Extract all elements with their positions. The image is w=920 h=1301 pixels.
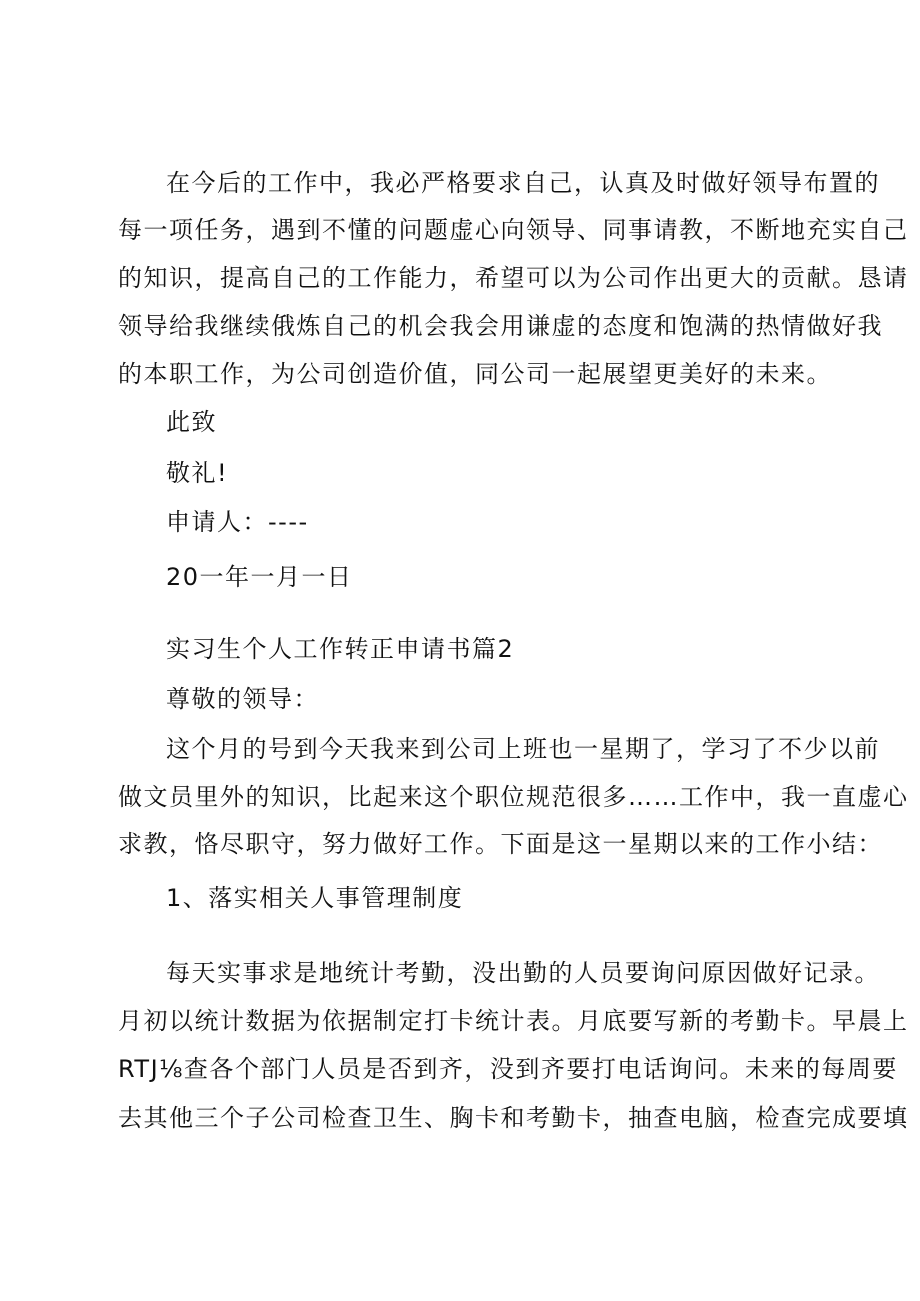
section-title: 实习生个人工作转正申请书篇2: [166, 635, 515, 663]
paragraph-3-line-2: 月初以统计数据为依据制定打卡统计表。月底要写新的考勤卡。早晨上: [118, 1007, 909, 1035]
paragraph-1-line-4: 领导给我继续俄炼自己的机会我会用谦虚的态度和饱满的热情做好我: [118, 312, 883, 340]
paragraph-1-line-2: 每一项任务，遇到不懂的问题虚心向领导、同事请教，不断地充实自己: [118, 216, 909, 244]
paragraph-3-line-1: 每天实事求是地统计考勤，没出勤的人员要询问原因做好记录。: [166, 959, 880, 987]
paragraph-1-line-5: 的本职工作，为公司创造价值，同公司一起展望更美好的未来。: [118, 360, 832, 388]
paragraph-3-line-3: RTJ⅛查各个部门人员是否到齐，没到齐要打电话询问。未来的每周要: [118, 1055, 898, 1083]
paragraph-1-line-3: 的知识，提高自己的工作能力，希望可以为公司作出更大的贡献。恳请: [118, 264, 909, 292]
paragraph-3-line-4: 去其他三个子公司检查卫生、胸卡和考勤卡，抽查电脑，检查完成要填: [118, 1104, 909, 1132]
paragraph-2-line-1: 这个月的号到今天我来到公司上班也一星期了，学习了不少以前: [166, 735, 880, 763]
salutation: 尊敬的领导：: [166, 685, 319, 713]
paragraph-2-line-3: 求教，恪尽职守，努力做好工作。下面是这一星期以来的工作小结：: [118, 830, 883, 858]
closing-jingli: 敬礼!: [166, 459, 229, 487]
paragraph-1-line-1: 在今后的工作中，我必严格要求自己，认真及时做好领导布置的: [166, 169, 880, 197]
paragraph-2-line-2: 做文员里外的知识，比起来这个职位规范很多……工作中，我一直虚心: [118, 783, 909, 811]
applicant-signature: 申请人：----: [166, 508, 309, 536]
item-heading-1: 1、落实相关人事管理制度: [166, 884, 464, 912]
application-date: 20一年一月一日: [166, 563, 353, 591]
closing-zhici: 此致: [166, 408, 217, 436]
